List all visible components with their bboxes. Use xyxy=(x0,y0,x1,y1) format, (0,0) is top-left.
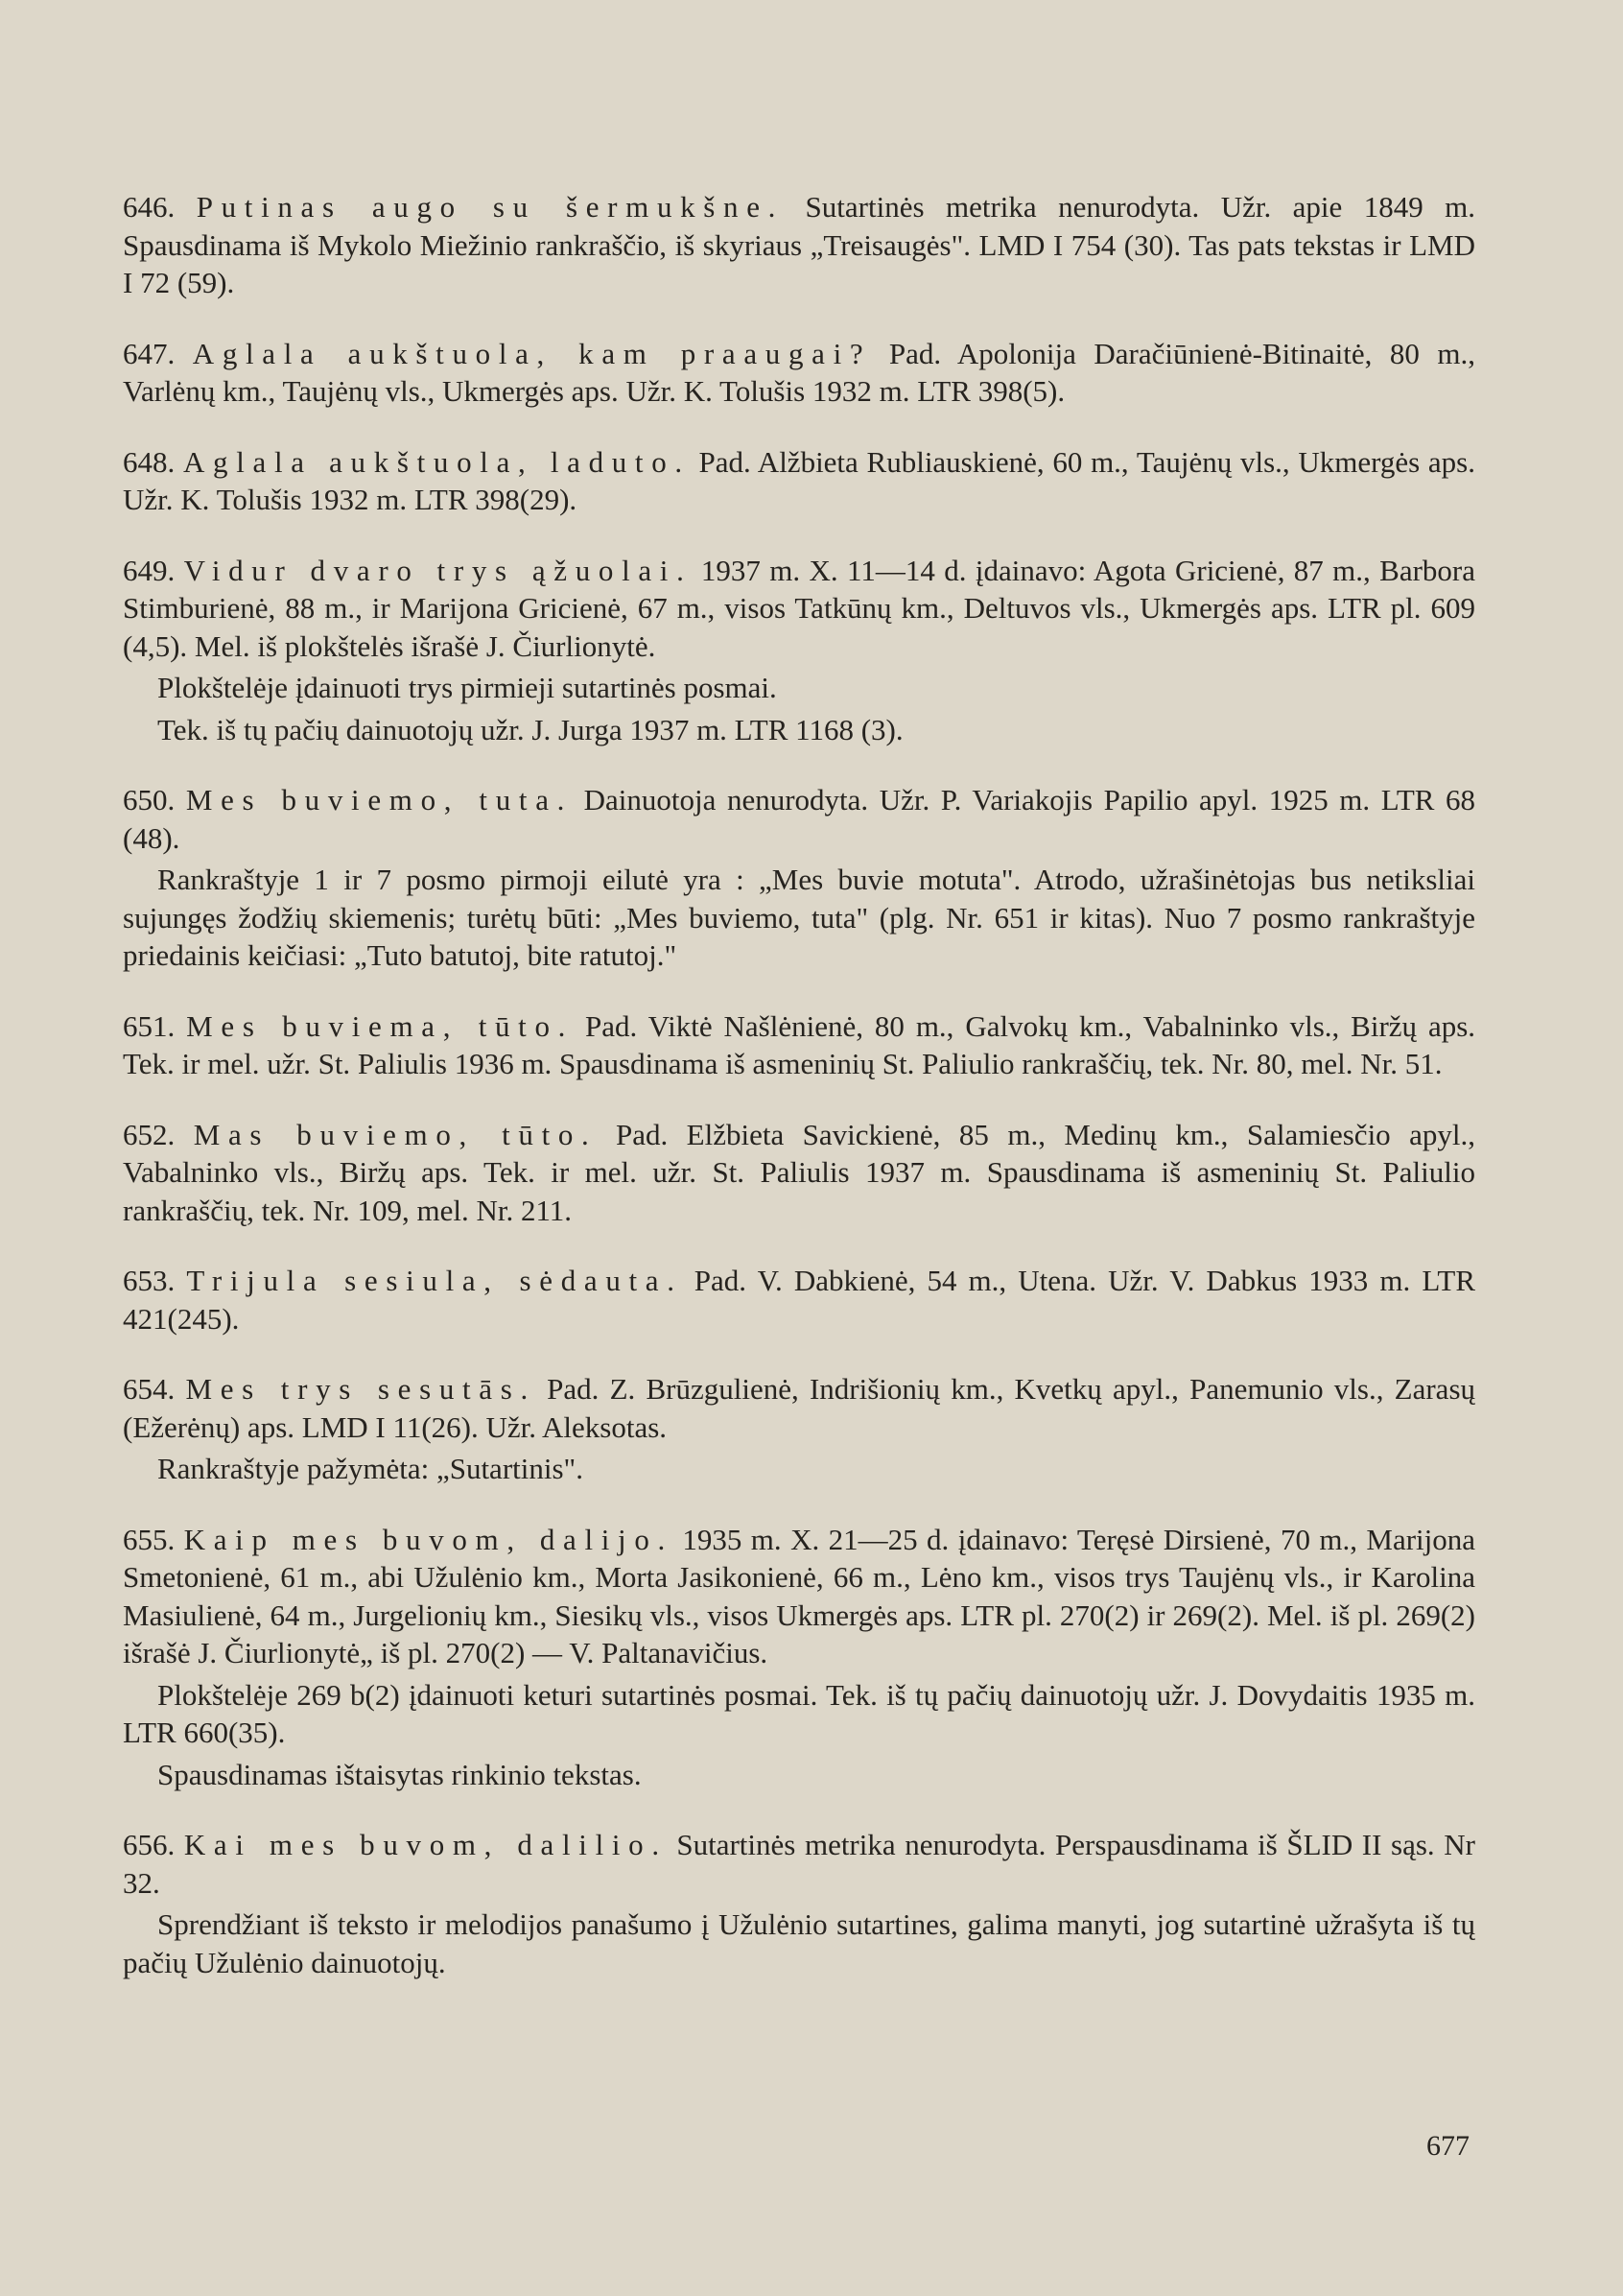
entry-number: 648. xyxy=(123,444,176,479)
entry-title: Mes buviemo, tuta. xyxy=(185,783,574,817)
entry-text: Pad. V. Dabkienė, 54 m., Utena. Užr. V. Dabkus 1933 m. LTR 421(245). xyxy=(123,1264,1476,1336)
entry-title: Mes trys sesutās. xyxy=(185,1372,536,1406)
entry-paragraph xyxy=(123,188,1475,302)
entry-title: Putinas augo su šermukšne. xyxy=(196,190,785,224)
entry-title: Mas buviemo, tūto. xyxy=(193,1117,598,1151)
entry-text: Pad. Alžbieta Rubliauskienė, 60 m., Taujėnų vls., Ukmergės aps. Užr. K. Tolušis 1932 m. LTR 398(29). xyxy=(123,444,1475,516)
entry-number: 654. xyxy=(123,1372,176,1406)
entry-text: Dainuotoja nenurodyta. Užr. P. Variakojis Papilio apyl. 1925 m. LTR 68 (48). xyxy=(123,783,1475,855)
entry-text: 1937 m. X. 11—14 d. įdainavo: Agota Gricienė, 87 m., Barbora Stimburienė, 88 m., ir Marijona Gricienė, 67 m., visos Tatkūnų km., Deltuvos vls., Ukmergės aps. LTR pl. 609 (4,5). Mel. iš plokštelės išrašė J. Čiurlionytė. xyxy=(123,553,1475,663)
entry-note: Rankraštyje pažymėta: „Sutartinis". xyxy=(157,1452,583,1485)
entry-paragraph xyxy=(123,552,1475,666)
entry-paragraph xyxy=(123,1521,1475,1672)
entry-paragraph xyxy=(123,443,1475,519)
commentary-entry xyxy=(123,1521,1475,1794)
commentary-entry xyxy=(123,1262,1475,1337)
entry-paragraph xyxy=(123,1370,1475,1446)
entry-paragraph xyxy=(123,335,1475,411)
commentary-entry xyxy=(123,188,1475,302)
entry-number: 653. xyxy=(123,1264,176,1297)
entry-paragraph xyxy=(123,1262,1475,1337)
entry-number: 646. xyxy=(123,190,176,224)
entry-paragraph xyxy=(123,1116,1475,1230)
entry-text: Pad. Viktė Našlėnienė, 80 m., Galvokų km., Vabalninko vls., Biržų aps. Tek. ir mel. užr. St. Paliulis 1936 m. Spausdinama iš asmeninių St. Paliulio rankraščių, tek. Nr. 80, mel. Nr. 51. xyxy=(123,1008,1476,1080)
entry-note: Plokštelėje 269 b(2) įdainuoti keturi sutartinės posmai. Tek. iš tų pačių dainuotojų užr. J. Dovydaitis 1935 m. LTR 660(35). xyxy=(123,1677,1475,1749)
entry-note: Tek. iš tų pačių dainuotojų užr. J. Jurga 1937 m. LTR 1168 (3). xyxy=(157,712,904,746)
entry-title: Mes buviema, tūto. xyxy=(186,1008,575,1043)
entry-number: 647. xyxy=(123,336,176,370)
entry-title: Kaip mes buvom, dalijo. xyxy=(183,1522,673,1556)
entry-number: 649. xyxy=(123,553,176,587)
entry-text: Pad. Z. Brūzgulienė, Indrišionių km., Kvetkų apyl., Panemunio vls., Zarasų (Ežerėnų) aps. LMD I 11(26). Užr. Aleksotas. xyxy=(123,1372,1476,1444)
entry-title: Vidur dvaro trys ąžuolai. xyxy=(183,553,693,587)
entry-paragraph xyxy=(123,781,1475,857)
commentary-entry xyxy=(123,1370,1475,1488)
commentary-entry xyxy=(123,335,1475,411)
commentary-entry xyxy=(123,1007,1475,1083)
entry-note: Sprendžiant iš teksto ir melodijos panašumo į Užulėnio sutartines, galima manyti, jog sutartinė užrašyta iš tų pačių Užulėnio dainuotojų. xyxy=(123,1907,1475,1979)
entry-title: Aglala aukštuola, laduto. xyxy=(182,444,691,479)
page-number: 677 xyxy=(1426,2130,1470,2162)
entry-paragraph xyxy=(123,1007,1475,1083)
commentary-entry xyxy=(123,443,1475,519)
entry-title: Aglala aukštuola, kam praaugai? xyxy=(192,336,872,370)
entry-text: 1935 m. X. 21—25 d. įdainavo: Teręsė Dirsienė, 70 m., Marijona Smetonienė, 61 m., abi Užulėnio km., Morta Jasikonienė, 66 m., Lėno km., visos trys Taujėnų vls., ir Karolina Masiulienė, 64 m., Jurgelionių km., Siesikų vls., visos Ukmergės aps. LTR pl. 270(2) ir 269(2). Mel. iš pl. 269(2) išrašė J. Čiurlionytė„ iš pl. 270(2) — V. Paltanavičius. xyxy=(123,1522,1476,1669)
entry-text: Sutartinės metrika nenurodyta. Perspausdinama iš ŠLID II sąs. Nr 32. xyxy=(123,1828,1475,1900)
commentary-entry xyxy=(123,552,1475,749)
entry-number: 651. xyxy=(123,1008,176,1043)
entry-title: Kai mes buvom, dalilio. xyxy=(183,1828,668,1861)
commentary-entry xyxy=(123,1116,1475,1230)
entry-title: Trijula sesiula, sėdauta. xyxy=(186,1264,683,1297)
entry-text: Pad. Apolonija Daračiūnienė-Bitinaitė, 80 m., Varlėnų km., Taujėnų vls., Ukmergės aps. Užr. K. Tolušis 1932 m. LTR 398(5). xyxy=(123,336,1476,408)
entries-list xyxy=(123,188,1475,2014)
entry-text: Sutartinės metrika nenurodyta. Užr. apie 1849 m. Spausdinama iš Mykolo Miežinio rankraščio, iš skyriaus „Treisaugės". LMD I 754 (30). Tas pats tekstas ir LMD I 72 (59). xyxy=(123,190,1476,299)
entry-note: Rankraštyje 1 ir 7 posmo pirmoji eilutė yra : „Mes buvie motuta". Atrodo, užrašinėtojas bus netiksliai sujungęs žodžių skiemenis; turėtų būti: „Mes buviemo, tuta" (plg. Nr. 651 ir kitas). Nuo 7 posmo rankraštyje priedainis keičiasi: „Tuto batutoj, bite ratutoj." xyxy=(123,863,1475,972)
entry-paragraph xyxy=(123,1826,1475,1902)
entry-number: 655. xyxy=(123,1522,176,1556)
entry-text: Pad. Elžbieta Savickienė, 85 m., Medinų km., Salamiesčio apyl., Vabalninko vls., Biržų aps. Tek. ir mel. užr. St. Paliulis 1937 m. Spausdinama iš asmeninių St. Paliulio rankraščių, tek. Nr. 109, mel. Nr. 211. xyxy=(123,1117,1476,1227)
commentary-entry xyxy=(123,781,1475,975)
entry-number: 650. xyxy=(123,783,176,817)
entry-note: Plokštelėje įdainuoti trys pirmieji sutartinės posmai. xyxy=(157,671,777,704)
entry-number: 652. xyxy=(123,1117,176,1151)
commentary-entry xyxy=(123,1826,1475,1981)
entry-number: 656. xyxy=(123,1828,176,1861)
entry-note: Spausdinamas ištaisytas rinkinio tekstas. xyxy=(157,1757,642,1791)
